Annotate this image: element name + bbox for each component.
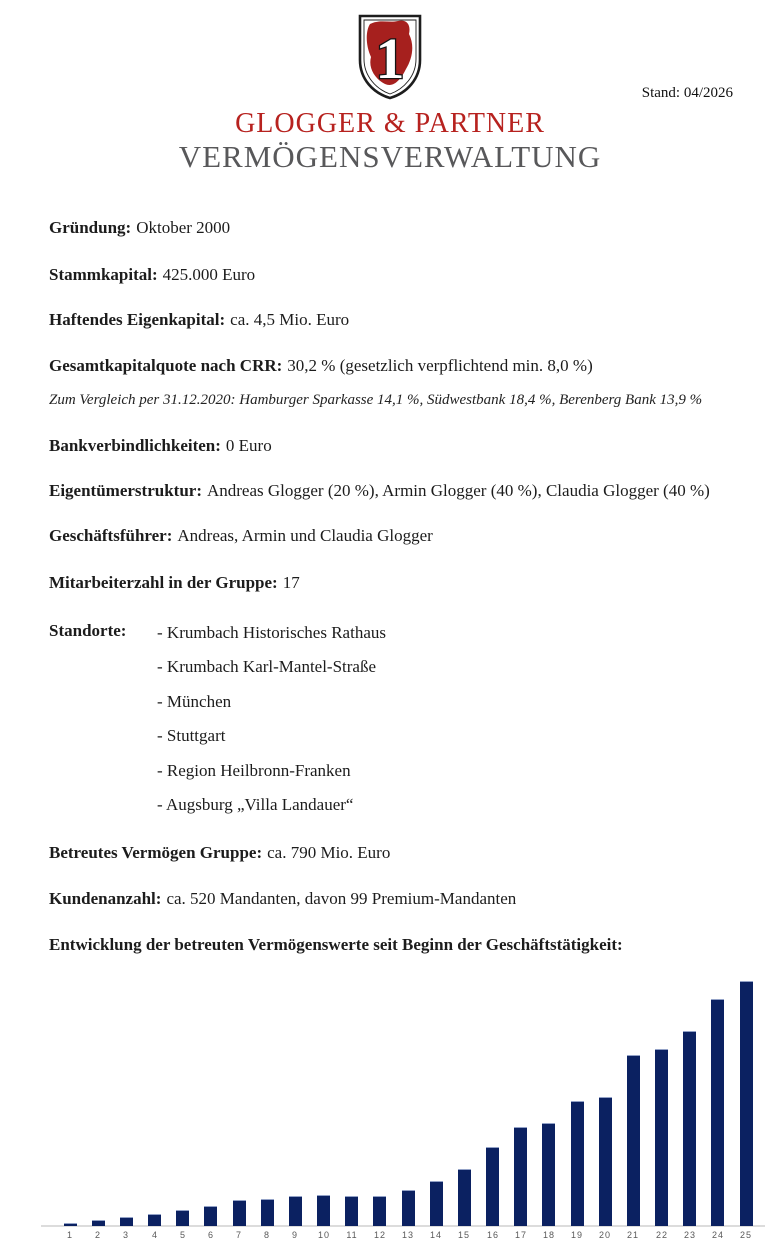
chart-x-label-8: 8 — [263, 1230, 270, 1240]
chart-bar-25 — [740, 981, 753, 1226]
fact-value: Oktober 2000 — [136, 218, 231, 237]
chart-x-label-25: 25 — [739, 1230, 752, 1240]
chart-bar-1 — [64, 1223, 77, 1226]
company-name: GLOGGER & PARTNER — [235, 108, 545, 139]
fact-betreutes-vermoegen — [49, 842, 749, 864]
fact-value: 0 Euro — [225, 436, 272, 455]
fact-label: Bankverbindlichkeiten: — [49, 436, 221, 455]
chart-x-label-19: 19 — [570, 1230, 583, 1240]
chart-bar-11 — [345, 1196, 358, 1226]
fact-value: ca. 790 Mio. Euro — [267, 843, 391, 862]
chart-heading: Entwicklung der betreuten Vermögenswerte seit Beginn der Geschäftstätigkeit: — [49, 935, 623, 954]
fact-label: Gründung: — [49, 218, 132, 237]
chart-x-label-2: 2 — [94, 1230, 101, 1240]
fact-value: ca. 520 Mandanten, davon 99 Premium-Mandanten — [166, 889, 517, 908]
chart-x-label-23: 23 — [683, 1230, 696, 1240]
chart-bar-17 — [514, 1127, 527, 1226]
fact-eigentuemerstruktur — [49, 480, 749, 502]
fact-gruendung — [49, 217, 749, 239]
fact-label: Kundenanzahl: — [49, 889, 162, 908]
location-item: - Augsburg „Villa Landauer“ — [157, 794, 354, 814]
chart-x-label-24: 24 — [711, 1230, 724, 1240]
chart-x-label-20: 20 — [598, 1230, 611, 1240]
chart-bar-10 — [317, 1195, 330, 1226]
chart-bar-14 — [430, 1181, 443, 1226]
chart-bar-13 — [402, 1190, 415, 1226]
fact-value: 17 — [282, 573, 300, 592]
aum-bar-chart — [0, 975, 770, 1253]
chart-x-label-1: 1 — [66, 1230, 73, 1240]
fact-geschaeftsfuehrer — [49, 525, 749, 547]
locations-label: Standorte: — [49, 621, 127, 640]
chart-bar-3 — [120, 1217, 133, 1226]
location-item: - Krumbach Karl-Mantel-Straße — [157, 657, 377, 677]
chart-x-label-9: 9 — [291, 1230, 298, 1240]
comparison-note: Zum Vergleich per 31.12.2020: Hamburger Sparkasse 14,1 %, Südwestbank 18,4 %, Berenberg Bank 13,9 % — [49, 392, 703, 408]
fact-value: 30,2 % (gesetzlich verpflichtend min. 8,0 %) — [287, 356, 593, 375]
fact-mitarbeiterzahl — [49, 572, 749, 594]
chart-bar-12 — [373, 1196, 386, 1226]
chart-bar-18 — [542, 1123, 555, 1226]
fact-haftendes-eigenkapital — [49, 309, 749, 331]
fact-value: ca. 4,5 Mio. Euro — [230, 310, 350, 329]
chart-bar-16 — [486, 1147, 499, 1226]
stand-date: Stand: 04/2026 — [641, 85, 733, 101]
fact-value: 425.000 Euro — [162, 265, 256, 284]
chart-bar-22 — [655, 1049, 668, 1226]
chart-x-label-5: 5 — [179, 1230, 186, 1240]
fact-label: Stammkapital: — [49, 265, 158, 284]
chart-x-label-3: 3 — [122, 1230, 129, 1240]
chart-bar-8 — [261, 1199, 274, 1226]
fact-gesamtkapitalquote — [49, 355, 749, 377]
fact-label: Betreutes Vermögen Gruppe: — [49, 843, 263, 862]
chart-x-label-13: 13 — [401, 1230, 414, 1240]
chart-bar-5 — [176, 1210, 189, 1226]
chart-bar-9 — [289, 1196, 302, 1226]
chart-x-label-7: 7 — [235, 1230, 242, 1240]
chart-bar-4 — [148, 1214, 161, 1226]
chart-bar-19 — [571, 1101, 584, 1226]
chart-bar-2 — [92, 1220, 105, 1226]
chart-x-label-10: 10 — [317, 1230, 330, 1240]
fact-bankverbindlichkeiten — [49, 435, 749, 457]
chart-x-label-22: 22 — [655, 1230, 668, 1240]
fact-value: Andreas Glogger (20 %), Armin Glogger (40 %), Claudia Glogger (40 %) — [206, 481, 710, 500]
chart-x-label-15: 15 — [457, 1230, 470, 1240]
chart-bar-21 — [627, 1055, 640, 1226]
fact-value: Andreas, Armin und Claudia Glogger — [177, 526, 433, 545]
locations-list — [157, 621, 386, 827]
company-subtitle: VERMÖGENSVERWALTUNG — [178, 139, 602, 174]
chart-bar-15 — [458, 1169, 471, 1226]
chart-bar-7 — [233, 1200, 246, 1226]
chart-x-label-18: 18 — [542, 1230, 555, 1240]
location-item: - München — [157, 691, 232, 711]
fact-label: Haftendes Eigenkapital: — [49, 310, 226, 329]
chart-x-label-6: 6 — [207, 1230, 214, 1240]
chart-x-label-21: 21 — [626, 1230, 639, 1240]
fact-label: Gesamtkapitalquote nach CRR: — [49, 356, 283, 375]
fact-label: Eigentümerstruktur: — [49, 481, 202, 500]
location-item: - Region Heilbronn-Franken — [157, 760, 351, 780]
chart-bar-20 — [599, 1097, 612, 1226]
fact-kundenanzahl — [49, 888, 749, 910]
chart-bar-24 — [711, 999, 724, 1226]
chart-x-label-11: 11 — [346, 1230, 358, 1240]
chart-x-label-12: 12 — [373, 1230, 386, 1240]
location-item: - Stuttgart — [157, 726, 226, 746]
location-item: - Krumbach Historisches Rathaus — [157, 623, 386, 642]
fact-label: Geschäftsführer: — [49, 526, 173, 545]
chart-x-label-16: 16 — [486, 1230, 499, 1240]
chart-x-label-17: 17 — [514, 1230, 527, 1240]
chart-x-label-14: 14 — [429, 1230, 442, 1240]
chart-bar-6 — [204, 1206, 217, 1226]
chart-x-label-4: 4 — [151, 1230, 158, 1240]
fact-stammkapital — [49, 264, 749, 286]
fact-label: Mitarbeiterzahl in der Gruppe: — [49, 573, 278, 592]
chart-bar-23 — [683, 1031, 696, 1226]
svg-text:1: 1 — [375, 26, 405, 91]
